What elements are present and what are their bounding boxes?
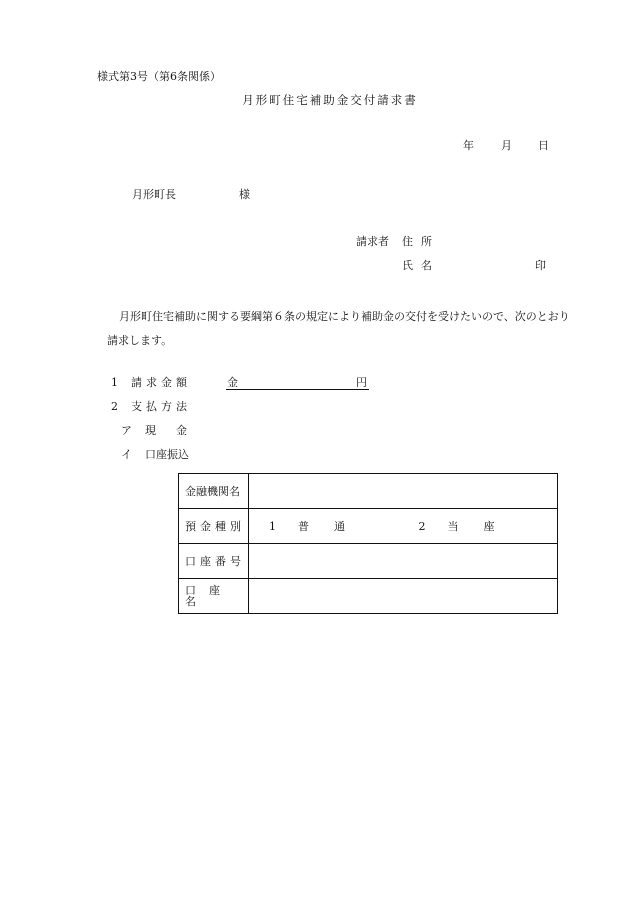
claimant-label: 請求者	[356, 235, 389, 248]
addressee-name: 月形町長	[132, 188, 176, 201]
item1-number: 1	[111, 376, 118, 389]
account-number-label: 口座番号	[179, 544, 249, 579]
date-month-label: 月	[501, 139, 512, 152]
option1-char1: 普	[298, 519, 309, 533]
method-transfer-label: 口座振込	[145, 448, 189, 461]
deposit-type-field[interactable]	[249, 509, 558, 544]
table-row	[179, 544, 558, 579]
claimant-name-label: 氏名	[402, 259, 440, 272]
account-name-field[interactable]	[249, 579, 558, 614]
request-body-text: 月形町住宅補助に関する要綱第６条の規定により補助金の交付を受けたいので、次のとおり請求します。	[107, 310, 570, 347]
method-b-mark: イ	[121, 448, 132, 461]
amount-prefix: 金	[227, 376, 238, 389]
option1-number: 1	[269, 519, 276, 533]
claim-amount-label: 請求金額	[131, 376, 191, 389]
bank-account-table	[178, 473, 558, 614]
account-number-field[interactable]	[249, 544, 558, 579]
deposit-type-label: 預金種別	[179, 509, 249, 544]
addressee-honorific: 様	[239, 188, 250, 201]
method-a-mark: ア	[121, 424, 132, 437]
option2-number: 2	[418, 519, 426, 533]
claim-amount-field[interactable]	[226, 375, 369, 390]
table-row	[179, 509, 558, 544]
option2-char2: 座	[483, 519, 495, 533]
document-title: 月形町住宅補助金交付請求書	[242, 93, 418, 107]
table-row	[179, 474, 558, 509]
date-year-label: 年	[463, 139, 474, 152]
account-name-label: 口座名	[179, 579, 249, 614]
deposit-option-current[interactable]	[419, 521, 495, 532]
item2-number: 2	[111, 400, 118, 413]
option1-char2: 通	[334, 519, 345, 533]
date-day-label: 日	[538, 139, 549, 152]
bank-name-label: 金融機関名	[179, 474, 249, 509]
form-number: 様式第3号（第6条関係）	[97, 70, 221, 83]
seal-label: 印	[535, 259, 546, 272]
claimant-address-label: 住所	[402, 235, 440, 248]
payment-method-label: 支払方法	[131, 400, 191, 413]
deposit-option-ordinary[interactable]	[269, 521, 345, 532]
table-row	[179, 579, 558, 614]
option2-char1: 当	[447, 519, 459, 533]
amount-suffix: 円	[356, 376, 367, 389]
method-cash-label: 現金	[145, 424, 207, 437]
bank-name-field[interactable]	[249, 474, 558, 509]
